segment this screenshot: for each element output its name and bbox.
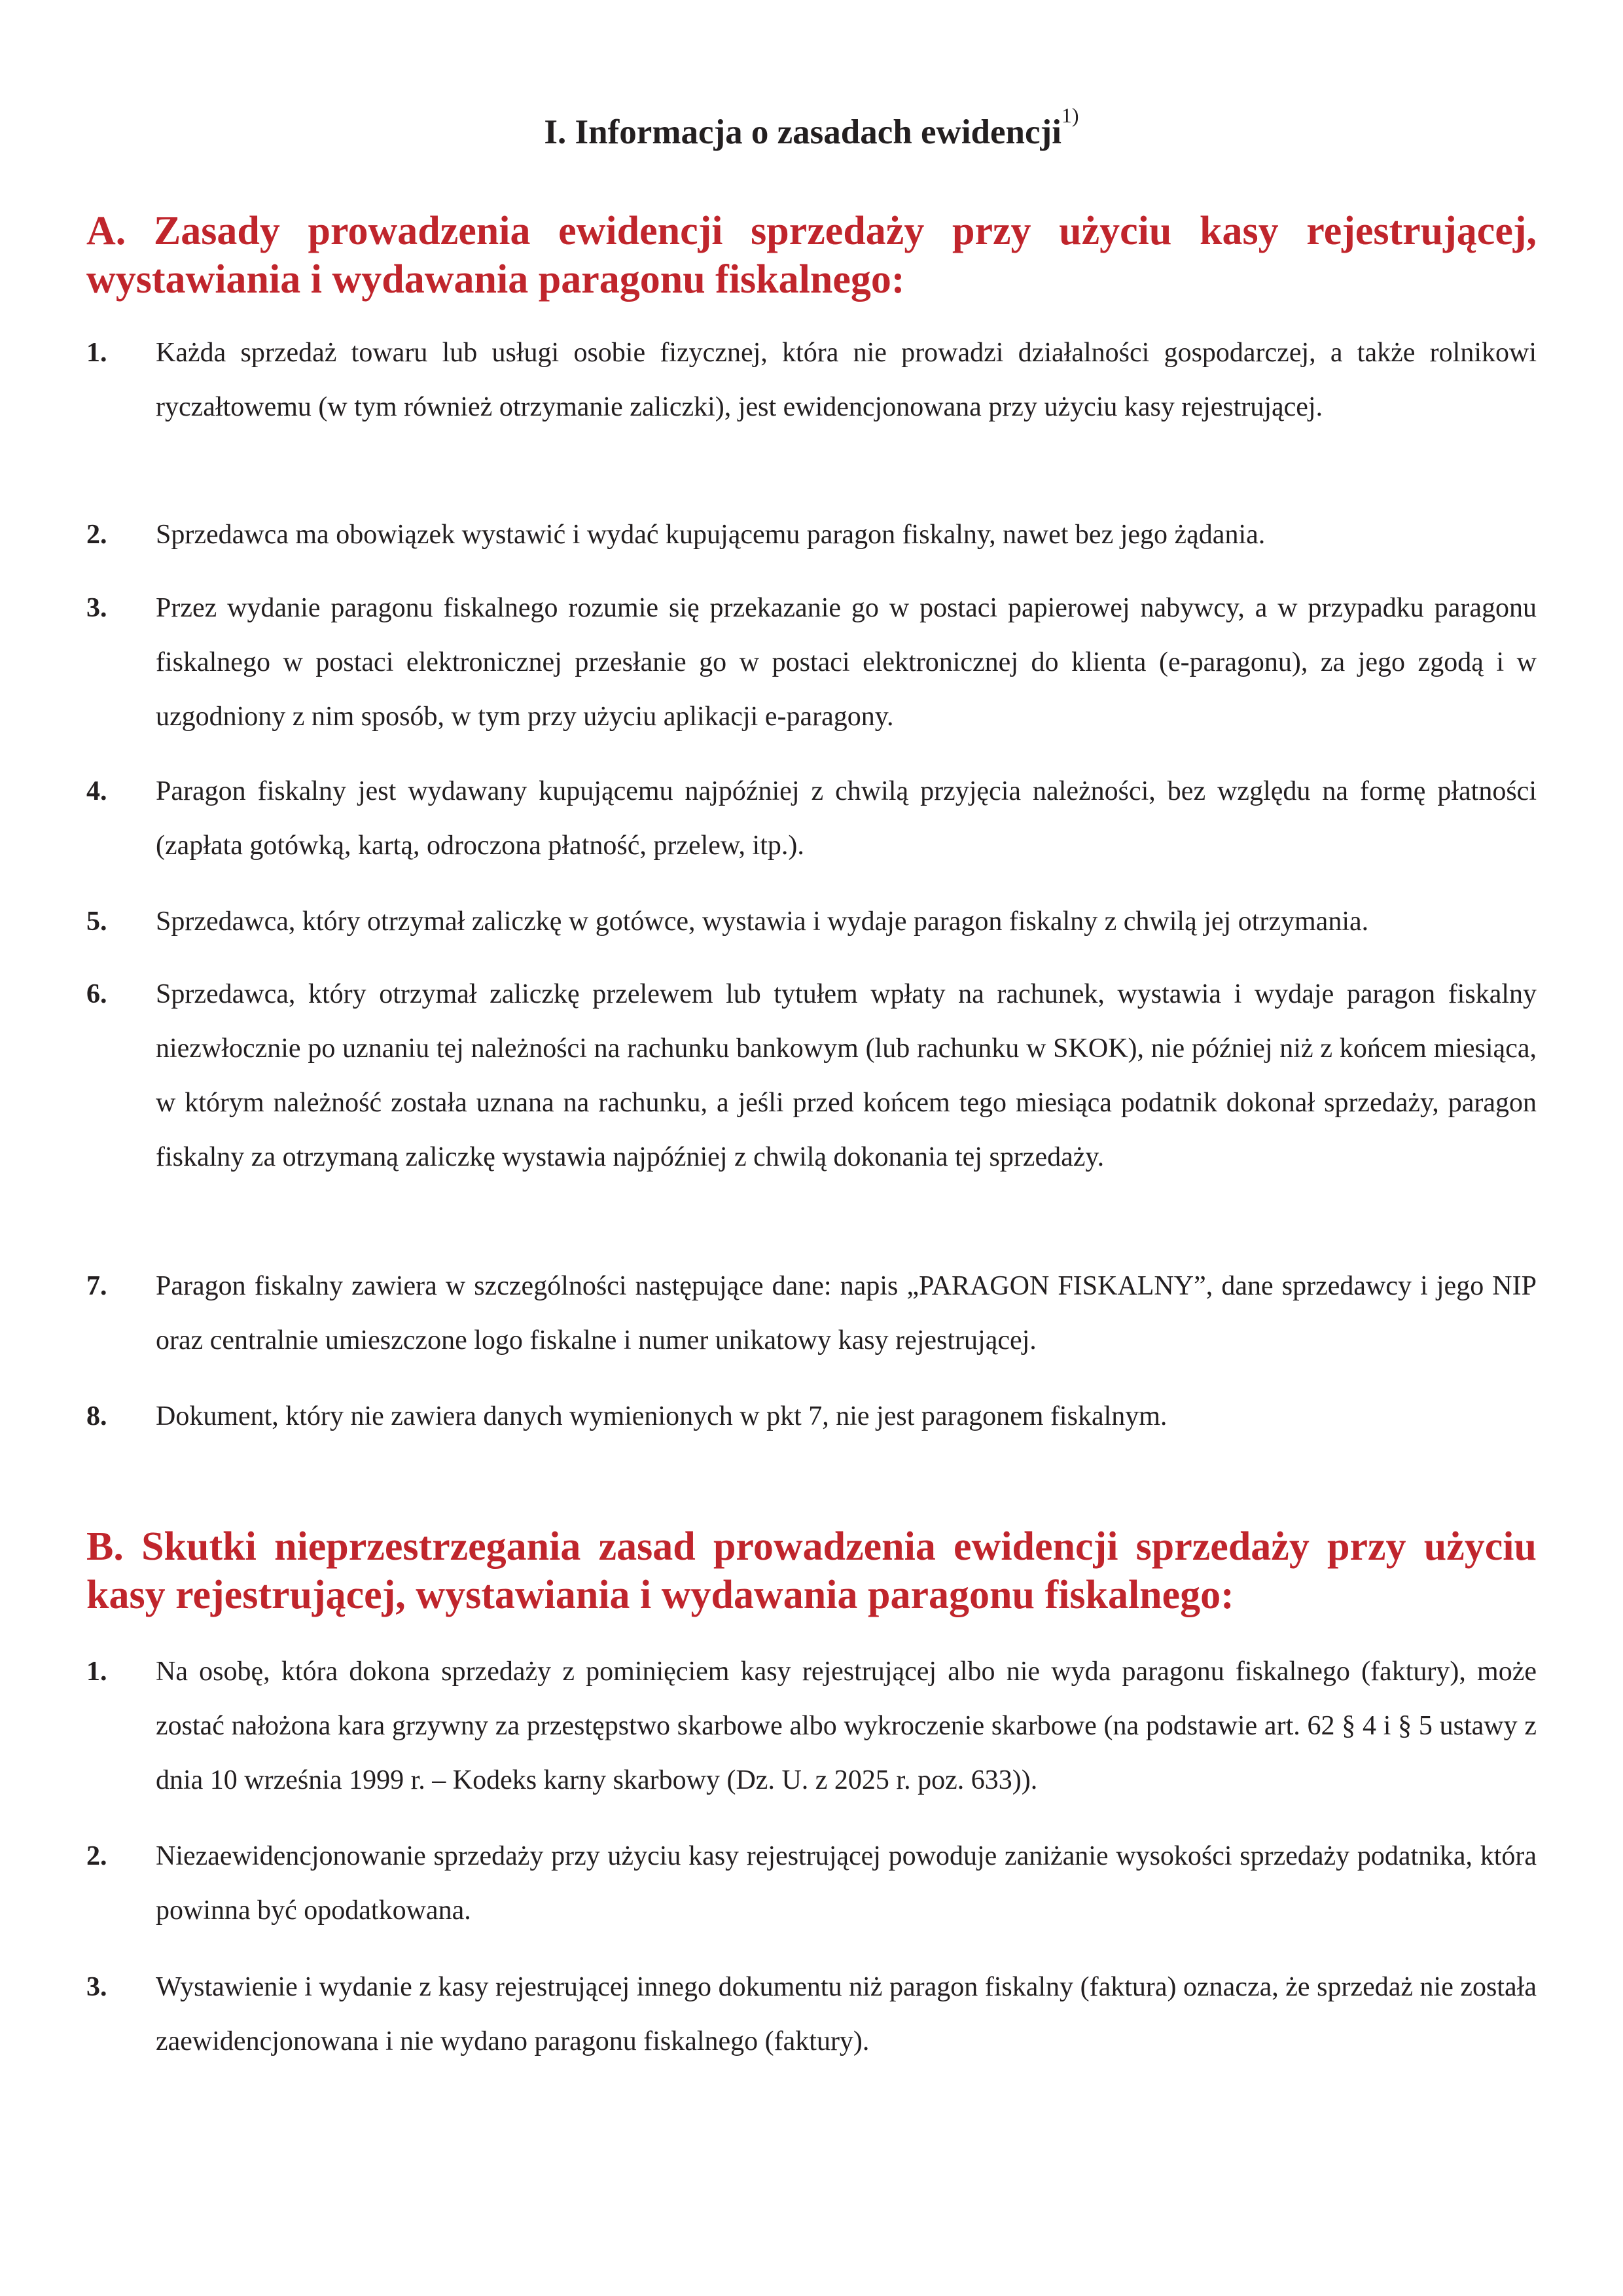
item-text: Sprzedawca, który otrzymał zaliczkę w gotówce, wystawia i wydaje paragon fiskalny z chwilą jej otrzymania. [156, 906, 1369, 937]
item-text: Każda sprzedaż towaru lub usługi osobie fizycznej, która nie prowadzi działalności gospodarczej, a także rolnikowi ryczałtowemu (w tym również otrzymanie zaliczki), jest ewidencjonowana przy użyciu kasy rejestrującej. [156, 338, 1537, 422]
item-number: 6. [86, 979, 107, 1009]
section-a-item-2 [86, 508, 1537, 562]
item-number: 1. [86, 1657, 107, 1687]
section-b-item-3 [86, 1960, 1537, 2069]
section-a-item-7 [86, 1259, 1537, 1368]
section-a-item-1 [86, 326, 1537, 435]
item-text: Sprzedawca, który otrzymał zaliczkę przelewem lub tytułem wpłaty na rachunek, wystawia i wydaje paragon fiskalny niezwłocznie po uznaniu tej należności na rachunku bankowym (lub rachunku w SKOK), nie później niż z końcem miesiąca, w którym należność została uznana na rachunku, a jeśli przed końcem tego miesiąca podatnik dokonał sprzedaży, paragon fiskalny za otrzymaną zaliczkę wystawia najpóźniej z chwilą dokonania tej sprzedaży. [156, 979, 1537, 1172]
item-text: Sprzedawca ma obowiązek wystawić i wydać kupującemu paragon fiskalny, nawet bez jego żądania. [156, 520, 1266, 550]
item-text: Dokument, który nie zawiera danych wymienionych w pkt 7, nie jest paragonem fiskalnym. [156, 1401, 1168, 1431]
item-number: 3. [86, 593, 107, 623]
section-a-item-8 [86, 1390, 1537, 1444]
item-number: 4. [86, 776, 107, 806]
item-number: 2. [86, 520, 107, 550]
document-title [0, 103, 1623, 156]
item-number: 2. [86, 1841, 107, 1871]
section-b-item-1 [86, 1645, 1537, 1808]
item-text: Paragon fiskalny zawiera w szczególności następujące dane: napis „PARAGON FISKALNY”, dane sprzedawcy i jego NIP oraz centralnie umieszczone logo fiskalne i numer unikatowy kasy rejestrującej. [156, 1271, 1537, 1355]
item-number: 3. [86, 1972, 107, 2002]
item-text: Na osobę, która dokona sprzedaży z pominięciem kasy rejestrującej albo nie wyda paragonu fiskalnego (faktury), może zostać nałożona kara grzywny za przestępstwo skarbowe albo wykroczenie skarbowe (na podstawie art. 62 § 4 i § 5 ustawy z dnia 10 września 1999 r. – Kodeks karny skarbowy (Dz. U. z 2025 r. poz. 633)). [156, 1657, 1537, 1795]
section-a-item-4 [86, 764, 1537, 873]
title-footnote-marker: 1) [1061, 103, 1079, 127]
section-b-heading: B. Skutki nieprzestrzegania zasad prowadzenia ewidencji sprzedaży przy użyciu kasy rejestrującej, wystawiania i wydawania paragonu fiskalnego: [86, 1524, 1537, 1617]
item-text: Przez wydanie paragonu fiskalnego rozumie się przekazanie go w postaci papierowej nabywcy, a w przypadku paragonu fiskalnego w postaci elektronicznej przesłanie go w postaci elektronicznej do klienta (e-paragonu), za jego zgodą i w uzgodniony z nim sposób, w tym przy użyciu aplikacji e-paragony. [156, 593, 1537, 732]
document-title-text: I. Informacja o zasadach ewidencji [544, 113, 1061, 151]
item-number: 1. [86, 338, 107, 368]
item-number: 8. [86, 1401, 107, 1431]
section-a-item-5 [86, 895, 1537, 949]
item-number: 7. [86, 1271, 107, 1301]
section-a-item-3 [86, 581, 1537, 744]
item-text: Niezaewidencjonowanie sprzedaży przy użyciu kasy rejestrującej powoduje zaniżanie wysokości sprzedaży podatnika, która powinna być opodatkowana. [156, 1841, 1537, 1926]
section-a-item-6 [86, 967, 1537, 1185]
section-a-heading: A. Zasady prowadzenia ewidencji sprzedaży przy użyciu kasy rejestrującej, wystawiania i wydawania paragonu fiskalnego: [86, 209, 1537, 302]
item-number: 5. [86, 906, 107, 937]
section-b-item-2 [86, 1829, 1537, 1938]
item-text: Paragon fiskalny jest wydawany kupującemu najpóźniej z chwilą przyjęcia należności, bez względu na formę płatności (zapłata gotówką, kartą, odroczona płatność, przelew, itp.). [156, 776, 1537, 861]
item-text: Wystawienie i wydanie z kasy rejestrującej innego dokumentu niż paragon fiskalny (faktura) oznacza, że sprzedaż nie została zaewidencjonowana i nie wydano paragonu fiskalnego (faktury). [156, 1972, 1537, 2056]
